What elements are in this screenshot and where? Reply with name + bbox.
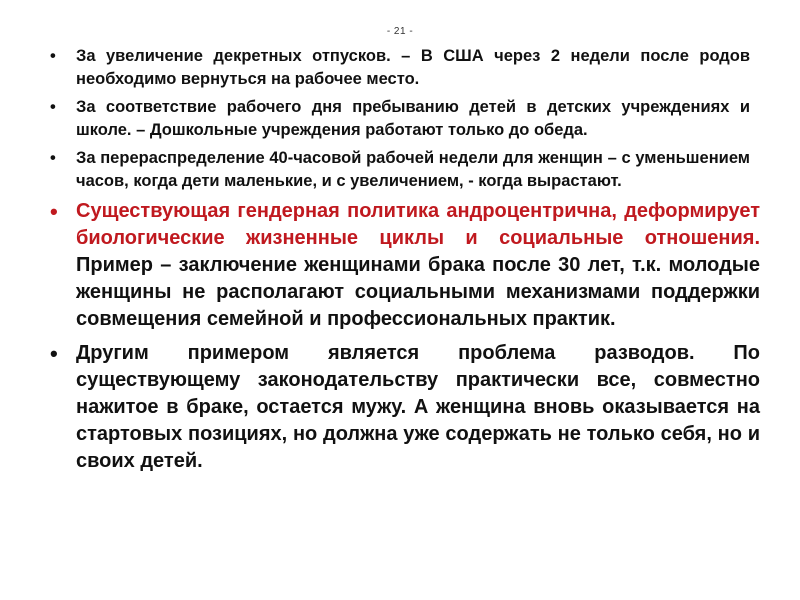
- bullet-list: [48, 45, 760, 482]
- bullet-item-divorce: [48, 340, 760, 475]
- bullet-item-gender-policy: [48, 198, 760, 333]
- bullet-text: За увеличение декретных отпусков. – В США через 2 недели после родов необходимо вернуться на рабочее место.: [76, 47, 750, 88]
- bullet-text: Пример – заключение женщинами брака после 30 лет, т.к. молодые женщины не располагают социальными механизмами поддержки совмещения семейной и профессиональных практик.: [76, 254, 760, 330]
- bullet-item-maternity-leave: [48, 45, 760, 91]
- bullet-item-workday-schedule: [48, 96, 760, 142]
- bullet-highlight-text: Существующая гендерная политика андроцентрична, деформирует биологические жизненные циклы и социальные отношения.: [76, 200, 760, 249]
- bullet-text: Другим примером является проблема разводов. По существующему законодательству практически все, совместно нажитое в браке, остается мужу. А женщина вновь оказывается на стартовых позициях, но должна уже содержать не только себя, но и своих детей.: [76, 342, 760, 472]
- page-number: - 21 -: [386, 26, 414, 37]
- bullet-text: За соответствие рабочего дня пребыванию детей в детских учреждениях и школе. – Дошкольные учреждения работают только до обеда.: [76, 98, 750, 139]
- bullet-text: За перераспределение 40-часовой рабочей недели для женщин – с уменьшением часов, когда дети маленькие, и с увеличением, - когда вырастают.: [76, 149, 750, 190]
- bullet-item-work-week: [48, 147, 760, 193]
